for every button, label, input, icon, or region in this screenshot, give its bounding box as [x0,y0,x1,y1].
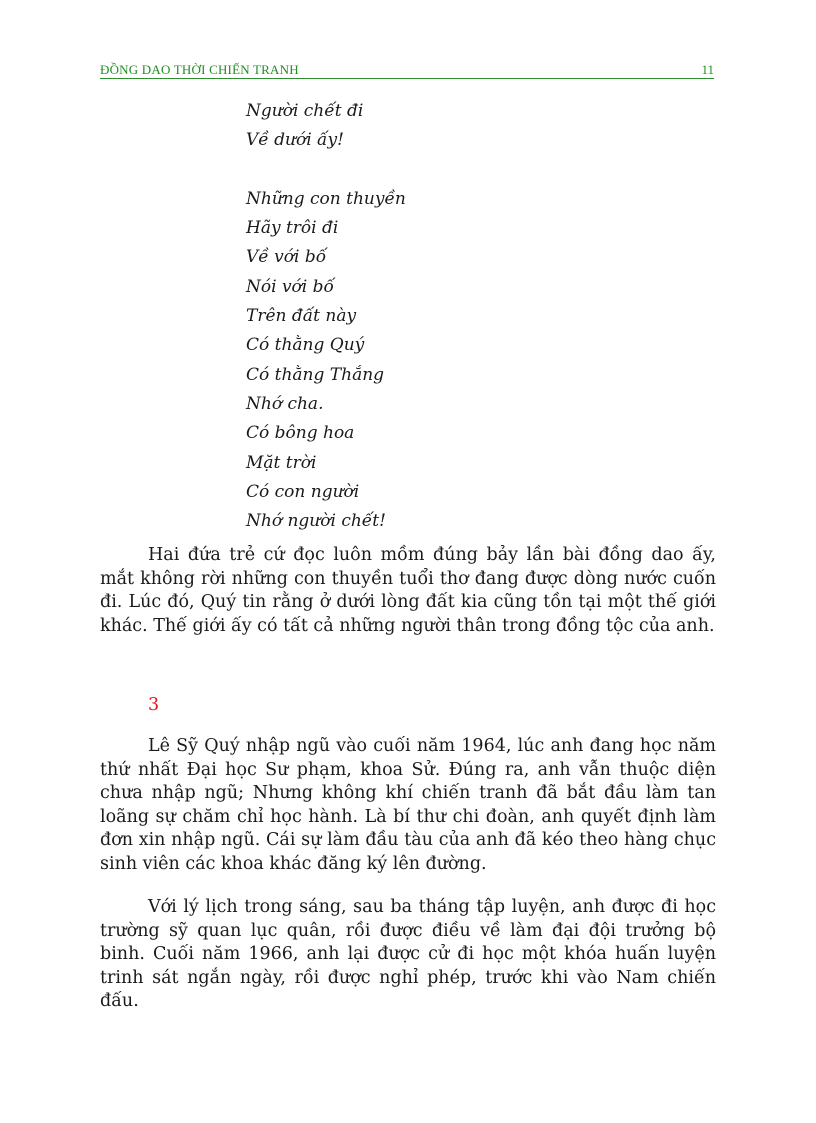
section-number: 3 [148,695,160,715]
poem-line: Nhớ người chết! [246,511,386,532]
body-paragraph: Với lý lịch trong sáng, sau ba tháng tập luyện, anh được đi học trường sỹ quan lục quân, rồi được điều về làm đại đội trưởng bộ binh. Cuối năm 1966, anh lại được cử đi học một khóa huấn luyện trinh sát ngắn ngày, rồi được nghỉ phép, trước khi vào Nam chiến đấu. [100,897,716,1011]
body-paragraph: Hai đứa trẻ cứ đọc luôn mồm đúng bảy lần bài đồng dao ấy, mắt không rời những con thuyền tuổi thơ đang được dòng nước cuốn đi. Lúc đó, Quý tin rằng ở dưới lòng đất kia cũng tồn tại một thế giới khác. Thế giới ấy có tất cả những người thân trong đồng tộc của anh. [100,545,716,636]
poem-line: Về dưới ấy! [246,130,344,151]
body-paragraph: Lê Sỹ Quý nhập ngũ vào cuối năm 1964, lúc anh đang học năm thứ nhất Đại học Sư phạm, khoa Sử. Đúng ra, anh vẫn thuộc diện chưa nhập ngũ; Nhưng không khí chiến tranh đã bắt đầu làm tan loãng sự chăm chỉ học hành. Là bí thư chi đoàn, anh quyết định làm đơn xin nhập ngũ. Cái sự làm đầu tàu của anh đã kéo theo hàng chục sinh viên các khoa khác đăng ký lên đường. [100,736,716,874]
poem-line: Nói với bố [246,276,334,297]
poem-line: Có bông hoa [246,423,355,444]
page-number: 11 [701,62,714,77]
poem-line: Có thằng Quý [246,335,365,356]
running-header [100,62,714,79]
poem-line: Hãy trôi đi [246,218,339,239]
poem-line: Người chết đi [246,101,364,121]
stanza-break [246,156,646,185]
poem-line: Có thằng Thắng [246,364,385,385]
poem-line: Trên đất này [246,306,357,327]
poem [246,97,646,536]
poem-line: Mặt trời [246,452,317,473]
poem-line: Có con người [246,481,360,502]
poem-line: Những con thuyền [246,188,406,209]
poem-line: Về với bố [246,247,327,268]
poem-line: Nhớ cha. [246,393,324,414]
header-title: ĐỒNG DAO THỜI CHIẾN TRANH [100,62,299,77]
